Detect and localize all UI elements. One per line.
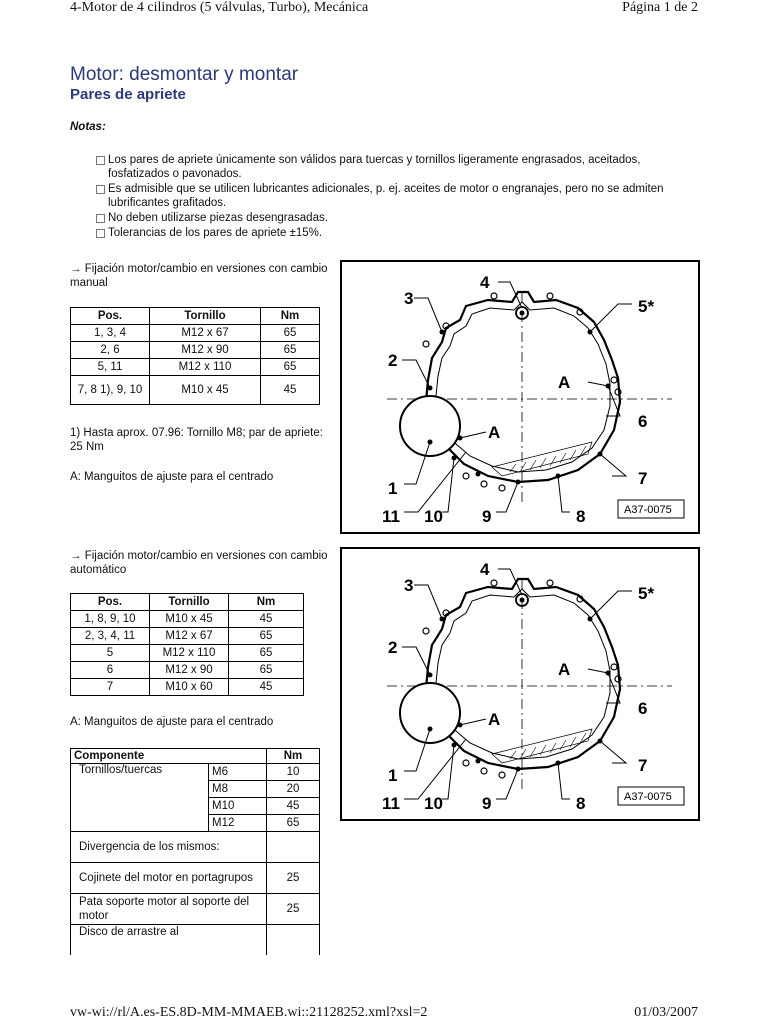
table-row: M12 65 — [71, 815, 320, 832]
label-9: 9 — [482, 794, 492, 813]
label-10: 10 — [424, 507, 443, 526]
footer-date: 01/03/2007 — [634, 1005, 698, 1020]
automatic-note-a: A: Manguitos de ajuste para el centrado — [70, 716, 274, 728]
label-7: 7 — [638, 469, 648, 488]
note-item: Es admisible que se utilicen lubricantes adicionales, p. ej. aceites de motor o engranajes, pero no se admiten lubrificantes grafitados. — [96, 182, 696, 210]
col-header: Nm — [261, 308, 320, 325]
manual-note-a: A: Manguitos de ajuste para el centrado — [70, 471, 274, 483]
col-header: Nm — [229, 594, 304, 611]
table-row: Disco de arrastre al — [71, 925, 320, 955]
table-row: M8 20 — [71, 781, 320, 798]
label-11: 11 — [382, 794, 400, 813]
components-table — [70, 748, 320, 955]
label-4: 4 — [480, 273, 490, 292]
table-row: Tornillos/tuercas M6 10 — [71, 764, 320, 781]
manual-intro: → Fijación motor/cambio en versiones con cambio manual — [70, 263, 328, 289]
label-5: 5* — [638, 584, 655, 603]
label-4: 4 — [480, 560, 490, 579]
checkbox-icon — [96, 214, 105, 223]
table-row: Divergencia de los mismos: — [71, 832, 320, 863]
col-header: Nm — [267, 749, 320, 764]
label-9: 9 — [482, 507, 492, 526]
table-row: 5, 11 M12 x 110 65 — [71, 359, 320, 376]
engine-diagram-automatic — [340, 547, 700, 821]
label-8: 8 — [576, 794, 586, 813]
checkbox-icon — [96, 156, 105, 165]
label-1: 1 — [388, 766, 398, 785]
page-subtitle: Pares de apriete — [70, 86, 186, 103]
table-row: 6 M12 x 90 65 — [71, 662, 304, 679]
automatic-torque-table — [70, 593, 304, 696]
label-1: 1 — [388, 479, 398, 498]
label-3: 3 — [404, 289, 414, 308]
manual-footnote: 1) Hasta aprox. 07.96: Tornillo M8; par de apriete: 25 Nm — [70, 427, 323, 453]
label-8: 8 — [576, 507, 586, 526]
checkbox-icon — [96, 185, 105, 194]
header-title: 4-Motor de 4 cilindros (5 válvulas, Turbo), Mecánica — [70, 0, 369, 15]
table-row: M10 45 — [71, 798, 320, 815]
note-item: Los pares de apriete únicamente son válidos para tuercas y tornillos ligeramente engrasados, aceitados, fosfatizados o pavonados. — [96, 153, 696, 181]
automatic-intro: → Fijación motor/cambio en versiones con cambio automático — [70, 550, 328, 576]
table-row: Pata soporte motor al soporte del motor 25 — [71, 894, 320, 925]
checkbox-icon — [96, 229, 105, 238]
table-row: 1, 3, 4 M12 x 67 65 — [71, 325, 320, 342]
table-row: Cojinete del motor en portagrupos 25 — [71, 863, 320, 894]
footer-url: vw-wi://rl/A.es-ES.8D-MM-MMAEB.wi::21128252.xml?xsl=2 — [70, 1005, 428, 1020]
label-a-right: A — [558, 660, 571, 679]
note-item: Tolerancias de los pares de apriete ±15%. — [96, 226, 696, 240]
figure-code: A37-0075 — [624, 504, 672, 516]
label-5: 5* — [638, 297, 655, 316]
label-2: 2 — [388, 351, 398, 370]
label-6: 6 — [638, 699, 648, 718]
engine-diagram-manual — [340, 260, 700, 534]
label-7: 7 — [638, 756, 648, 775]
col-header: Tornillo — [150, 594, 229, 611]
label-11: 11 — [382, 507, 400, 526]
col-header: Tornillo — [150, 308, 261, 325]
label-2: 2 — [388, 638, 398, 657]
table-row: 7 M10 x 60 45 — [71, 679, 304, 696]
notes-list — [96, 153, 696, 241]
table-row: 7, 8 1), 9, 10 M10 x 45 45 — [71, 376, 320, 405]
table-row: 2, 6 M12 x 90 65 — [71, 342, 320, 359]
label-a-left: A — [488, 423, 501, 442]
label-a-left: A — [488, 710, 501, 729]
notes-label: Notas: — [70, 121, 106, 133]
col-header: Pos. — [71, 308, 150, 325]
header-page-number: Página 1 de 2 — [622, 0, 698, 15]
figure-code: A37-0075 — [624, 791, 672, 803]
note-item: No deben utilizarse piezas desengrasadas. — [96, 211, 696, 225]
table-row: 2, 3, 4, 11 M12 x 67 65 — [71, 628, 304, 645]
col-header: Pos. — [71, 594, 150, 611]
table-row: 5 M12 x 110 65 — [71, 645, 304, 662]
table-row: 1, 8, 9, 10 M10 x 45 45 — [71, 611, 304, 628]
page-title: Motor: desmontar y montar — [70, 64, 299, 85]
label-10: 10 — [424, 794, 443, 813]
label-6: 6 — [638, 412, 648, 431]
label-3: 3 — [404, 576, 414, 595]
col-header: Componente — [71, 749, 267, 764]
manual-torque-table — [70, 307, 320, 405]
label-a-right: A — [558, 373, 571, 392]
